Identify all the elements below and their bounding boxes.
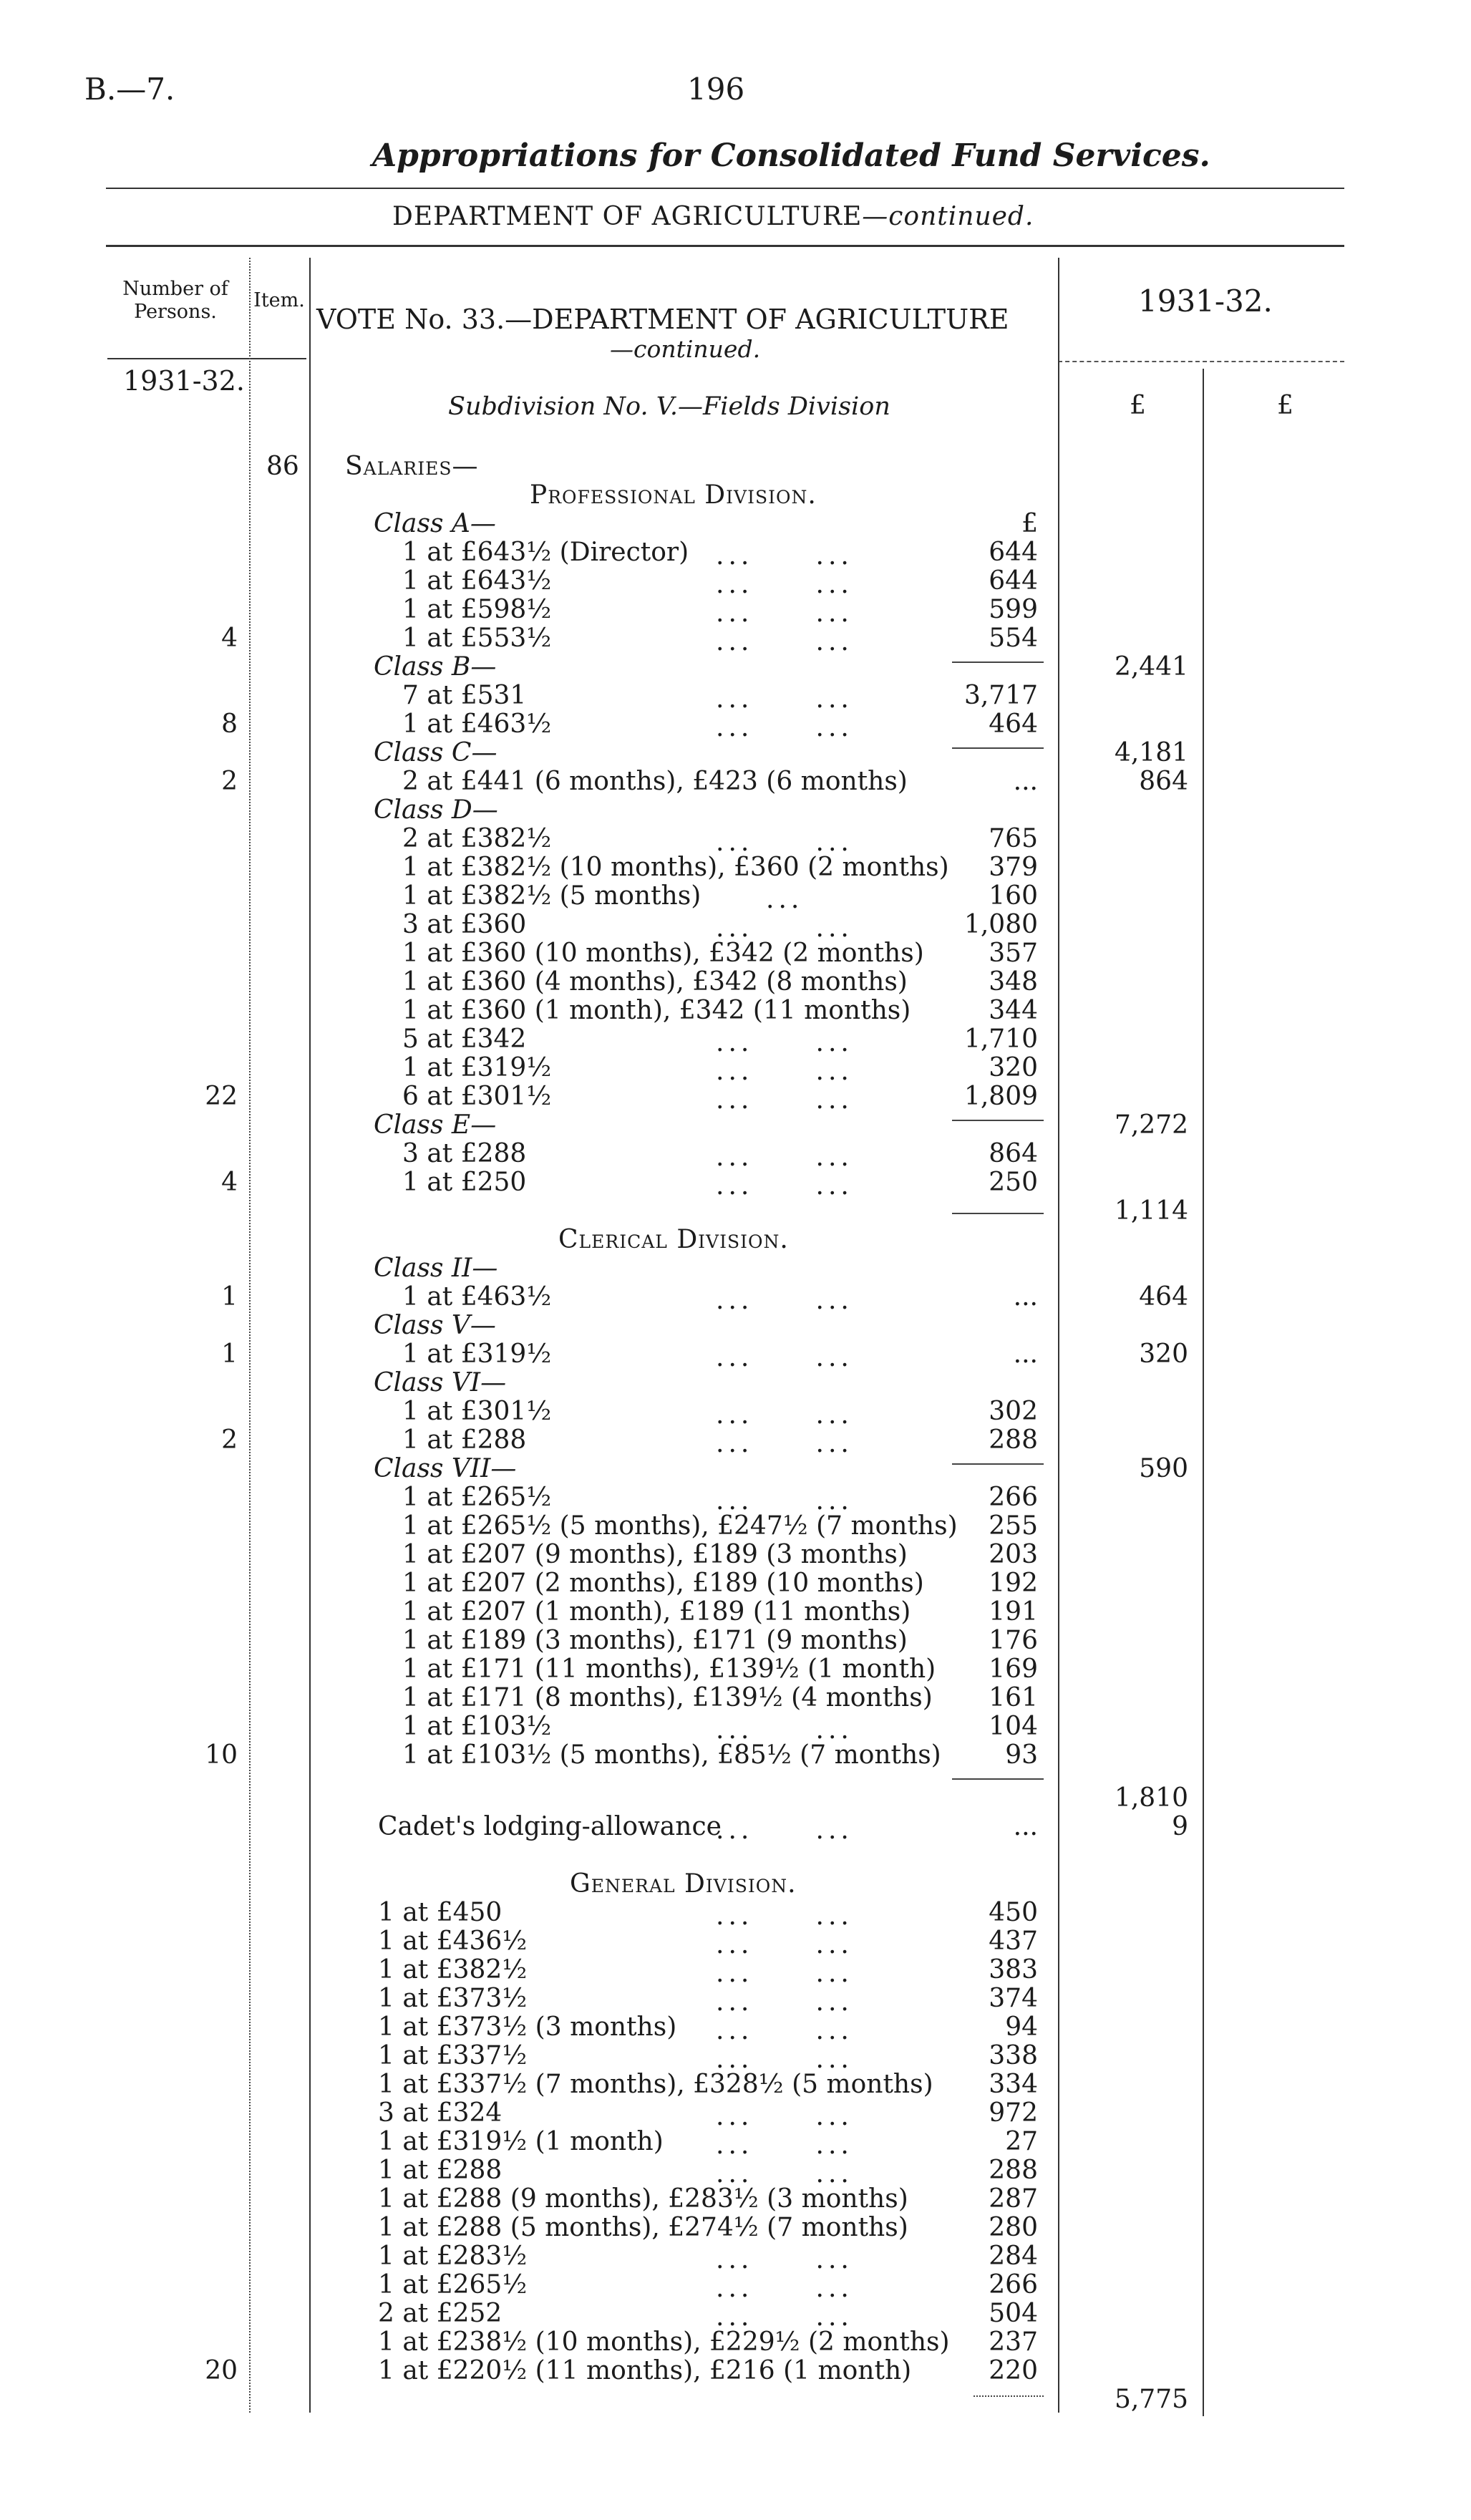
- clerical-division-heading: Clerical Division.: [558, 1225, 789, 1254]
- line-desc: 1 at £337½: [378, 2041, 528, 2070]
- line-amount: 176: [989, 1626, 1038, 1655]
- line-desc: 1 at £598½: [402, 595, 552, 624]
- leader-dots: ... ...: [716, 1143, 853, 1172]
- line-desc: 1 at £220½ (11 months), £216 (1 month): [378, 2356, 912, 2385]
- line-amount: ...: [1013, 1282, 1038, 1312]
- line-desc: 1 at £250: [402, 1168, 527, 1197]
- line-desc: 1 at £288: [378, 2156, 503, 2185]
- class-total: 4,181: [1114, 738, 1188, 767]
- line-amount: 765: [989, 824, 1038, 853]
- line-amount: 220: [989, 2356, 1038, 2385]
- line-desc: 1 at £382½: [378, 1955, 528, 1984]
- class-e-label: Class E—: [374, 1110, 497, 1140]
- line-amount: 161: [989, 1683, 1038, 1712]
- class-total: 320: [1139, 1339, 1188, 1369]
- line-desc: 1 at £553½: [402, 624, 552, 653]
- page-title: Appropriations for Consolidated Fund Services.: [372, 137, 1210, 174]
- page-number: 196: [687, 72, 745, 107]
- subtotal-rule: [952, 662, 1044, 663]
- line-amount: 302: [989, 1397, 1038, 1426]
- leader-dots: ... ...: [716, 1930, 853, 1959]
- leader-dots: ... ...: [716, 1028, 853, 1057]
- line-amount: 344: [989, 996, 1038, 1025]
- subtotal-rule: [952, 1120, 1044, 1121]
- general-division-heading: General Division.: [570, 1869, 797, 1899]
- line-desc: 1 at £436½: [378, 1927, 528, 1956]
- line-desc: 1 at £171 (8 months), £139½ (4 months): [402, 1683, 933, 1712]
- line-desc: 1 at £463½: [402, 709, 552, 739]
- subtotal-rule: [952, 1778, 1044, 1780]
- salaries-heading: Salaries—: [345, 452, 479, 481]
- line-amount: 255: [989, 1511, 1038, 1541]
- line-amount: 554: [989, 624, 1038, 653]
- line-amount: 288: [989, 1425, 1038, 1455]
- leader-dots: ... ...: [716, 684, 853, 714]
- year-persons: 1931-32.: [123, 365, 245, 397]
- line-desc: 1 at £288 (9 months), £283½ (3 months): [378, 2184, 908, 2214]
- line-amount: 192: [989, 1569, 1038, 1598]
- line-desc: 1 at £643½: [402, 566, 552, 596]
- leader-dots: ... ...: [716, 1085, 853, 1115]
- total-divider: [1203, 369, 1204, 2416]
- line-desc: 1 at £319½ (1 month): [378, 2127, 664, 2156]
- line-amount: 250: [989, 1168, 1038, 1197]
- persons-count: 4: [221, 1168, 238, 1197]
- class-total: 590: [1139, 1454, 1188, 1483]
- line-amount: 464: [989, 709, 1038, 739]
- subtotal-rule: [952, 1213, 1044, 1214]
- department-heading: DEPARTMENT OF AGRICULTURE—continued.: [392, 202, 1034, 231]
- line-amount: 3,717: [963, 681, 1038, 710]
- page-ref: B.—7.: [84, 72, 175, 107]
- line-desc: 1 at £373½ (3 months): [378, 2012, 677, 2042]
- line-desc: 1 at £288: [402, 1425, 527, 1455]
- class-ii-label: Class II—: [374, 1254, 498, 1283]
- line-amount: 27: [1005, 2127, 1038, 2156]
- line-amount: 437: [989, 1927, 1038, 1956]
- persons-count: 1: [221, 1282, 238, 1312]
- professional-division-heading: Professional Division.: [530, 480, 817, 510]
- line-amount: 374: [989, 1984, 1038, 2013]
- line-amount: 864: [989, 1139, 1038, 1168]
- line-desc: 1 at £373½: [378, 1984, 528, 2013]
- persons-count: 8: [221, 709, 238, 739]
- persons-count: 1: [221, 1339, 238, 1369]
- line-amount: 266: [989, 2270, 1038, 2300]
- persons-item-divider: [249, 258, 251, 2413]
- line-amount: 280: [989, 2213, 1038, 2242]
- line-amount: 93: [1005, 1740, 1038, 1770]
- line-desc: 3 at £324: [378, 2098, 503, 2128]
- class-v-label: Class V—: [374, 1311, 496, 1340]
- line-amount: 1,080: [963, 910, 1038, 939]
- line-amount: 284: [989, 2242, 1038, 2271]
- title-rule: [106, 188, 1344, 189]
- line-amount: 338: [989, 2041, 1038, 2070]
- line-amount: ...: [1013, 1339, 1038, 1369]
- line-desc: 1 at £265½ (5 months), £247½ (7 months): [402, 1511, 958, 1541]
- line-amount: 320: [989, 1053, 1038, 1082]
- number-of-persons-header: Number of Persons.: [122, 278, 228, 323]
- line-amount: ...: [1013, 1812, 1038, 1841]
- leader-dots: ... ...: [716, 713, 853, 742]
- line-amount: 644: [989, 538, 1038, 567]
- line-desc: 1 at £207 (9 months), £189 (3 months): [402, 1540, 908, 1569]
- leader-dots: ... ...: [716, 914, 853, 943]
- class-total: 1,810: [1114, 1783, 1188, 1813]
- line-desc: 1 at £319½: [402, 1339, 552, 1369]
- year-header-rule: [1058, 361, 1344, 362]
- leader-dots: ... ...: [716, 2102, 853, 2131]
- line-desc: 1 at £382½ (5 months): [402, 881, 701, 911]
- pound-col-2: £: [1277, 391, 1293, 420]
- line-amount: 191: [989, 1597, 1038, 1627]
- line-amount: 266: [989, 1483, 1038, 1512]
- line-amount: 287: [989, 2184, 1038, 2214]
- class-total: 7,272: [1114, 1110, 1188, 1140]
- leader-dots: ... ...: [716, 1400, 853, 1430]
- line-desc: 1 at £337½ (7 months), £328½ (5 months): [378, 2070, 933, 2099]
- line-desc: 1 at £265½: [402, 1483, 552, 1512]
- class-a-label: Class A—: [374, 509, 496, 538]
- line-amount: 644: [989, 566, 1038, 596]
- leader-dots: ... ...: [716, 1715, 853, 1745]
- line-amount: 94: [1005, 2012, 1038, 2042]
- line-desc: 1 at £382½ (10 months), £360 (2 months): [402, 853, 949, 882]
- line-amount: 357: [989, 939, 1038, 968]
- line-amount: 237: [989, 2327, 1038, 2357]
- leader-dots: ... ...: [716, 1486, 853, 1516]
- line-desc: 1 at £288 (5 months), £274½ (7 months): [378, 2213, 908, 2242]
- class-total: 2,441: [1114, 652, 1188, 682]
- subtotal-rule: [974, 2395, 1044, 2397]
- persons-count: 22: [205, 1082, 238, 1111]
- line-desc: 1 at £265½: [378, 2270, 528, 2300]
- persons-count: 2: [221, 767, 238, 796]
- line-desc: 1 at £207 (1 month), £189 (11 months): [402, 1597, 911, 1627]
- persons-count: 4: [221, 624, 238, 653]
- leader-dots: ... ...: [716, 570, 853, 599]
- line-desc: 1 at £463½: [402, 1282, 552, 1312]
- class-total: 1,114: [1114, 1196, 1188, 1226]
- vote-continued: —continued.: [610, 335, 761, 363]
- leader-dots: ... ...: [716, 2302, 853, 2332]
- leader-dots: ... ...: [716, 1987, 853, 2017]
- leader-dots: ... ...: [716, 2159, 853, 2189]
- desc-total-divider: [1058, 258, 1059, 2413]
- leader-dots: ... ...: [716, 598, 853, 628]
- item-header: Item.: [253, 289, 305, 311]
- leader-dots: ... ...: [716, 2045, 853, 2074]
- subtotal-rule: [952, 1463, 1044, 1465]
- class-total: 864: [1139, 767, 1188, 796]
- class-total: 9: [1172, 1812, 1188, 1841]
- leader-dots: ... ...: [716, 2245, 853, 2274]
- heading-rule: [106, 245, 1344, 247]
- line-desc: 3 at £288: [402, 1139, 527, 1168]
- line-desc: 1 at £360 (10 months), £342 (2 months): [402, 939, 924, 968]
- line-desc: 1 at £450: [378, 1898, 503, 1927]
- line-amount: 599: [989, 595, 1038, 624]
- item-desc-divider: [309, 258, 311, 2413]
- leader-dots: ... ...: [716, 1286, 853, 1315]
- line-desc: 5 at £342: [402, 1024, 527, 1054]
- line-amount: 1,809: [963, 1082, 1038, 1111]
- line-amount: 160: [989, 881, 1038, 911]
- class-vi-label: Class VI—: [374, 1368, 507, 1397]
- line-desc: 1 at £360 (4 months), £342 (8 months): [402, 967, 908, 997]
- leader-dots: ... ...: [716, 627, 853, 656]
- pound-unit: £: [1021, 509, 1038, 538]
- persons-count: 2: [221, 1425, 238, 1455]
- leader-dots: ... ...: [716, 1816, 853, 1845]
- line-amount: 104: [989, 1712, 1038, 1741]
- leader-dots: ... ...: [716, 1171, 853, 1201]
- year-header: 1931-32.: [1138, 284, 1273, 319]
- line-desc: 1 at £319½: [402, 1053, 552, 1082]
- line-amount: 383: [989, 1955, 1038, 1984]
- line-desc: 1 at £171 (11 months), £139½ (1 month): [402, 1654, 936, 1684]
- line-desc: 1 at £643½ (Director): [402, 538, 689, 567]
- class-vii-label: Class VII—: [374, 1454, 517, 1483]
- line-amount: 288: [989, 2156, 1038, 2185]
- line-amount: 169: [989, 1654, 1038, 1684]
- class-d-label: Class D—: [374, 795, 498, 825]
- line-amount: 379: [989, 853, 1038, 882]
- leader-dots: ... ...: [716, 2016, 853, 2045]
- line-amount: 972: [989, 2098, 1038, 2128]
- line-desc: 1 at £283½: [378, 2242, 528, 2271]
- line-amount: 450: [989, 1898, 1038, 1927]
- subdivision-heading: Subdivision No. V.—Fields Division: [448, 392, 890, 421]
- leader-dots: ... ...: [716, 541, 853, 571]
- line-amount: 1,710: [963, 1024, 1038, 1054]
- persons-count: 20: [205, 2356, 238, 2385]
- line-desc: 1 at £189 (3 months), £171 (9 months): [402, 1626, 908, 1655]
- line-desc: 1 at £103½ (5 months), £85½ (7 months): [402, 1740, 941, 1770]
- leader-dots: ... ...: [716, 1057, 853, 1086]
- line-desc: 6 at £301½: [402, 1082, 552, 1111]
- class-total: 5,775: [1114, 2385, 1188, 2414]
- line-amount: 334: [989, 2070, 1038, 2099]
- cadet-allowance-desc: Cadet's lodging-allowance: [378, 1812, 722, 1841]
- leader-dots: ... ...: [716, 1343, 853, 1372]
- vote-title: VOTE No. 33.—DEPARTMENT OF AGRICULTURE: [316, 304, 1009, 335]
- subtotal-rule: [952, 747, 1044, 749]
- class-b-label: Class B—: [374, 652, 497, 682]
- item-number: 86: [266, 452, 299, 481]
- leader-dots: ... ...: [716, 1959, 853, 1988]
- line-desc: 7 at £531: [402, 681, 527, 710]
- line-desc: 1 at £103½: [402, 1712, 552, 1741]
- line-amount: 203: [989, 1540, 1038, 1569]
- persons-header-rule: [107, 358, 306, 359]
- class-total: 464: [1139, 1282, 1188, 1312]
- pound-col-1: £: [1130, 391, 1146, 420]
- line-desc: 1 at £301½: [402, 1397, 552, 1426]
- line-desc: 2 at £252: [378, 2299, 503, 2328]
- persons-count: 10: [205, 1740, 238, 1770]
- line-amount: 348: [989, 967, 1038, 997]
- leader-dots: ... ...: [716, 1429, 853, 1458]
- line-desc: 1 at £207 (2 months), £189 (10 months): [402, 1569, 924, 1598]
- line-desc: 1 at £238½ (10 months), £229½ (2 months): [378, 2327, 950, 2357]
- line-amount: ...: [1013, 767, 1038, 796]
- leader-dots: ... ...: [716, 2274, 853, 2303]
- leader-dots: ... ...: [716, 1901, 853, 1931]
- line-desc: 2 at £382½: [402, 824, 552, 853]
- line-desc: 2 at £441 (6 months), £423 (6 months): [402, 767, 908, 796]
- line-amount: 504: [989, 2299, 1038, 2328]
- leader-dots: ... ...: [716, 2131, 853, 2160]
- leader-dots: ...: [766, 885, 804, 914]
- line-desc: 3 at £360: [402, 910, 527, 939]
- class-c-label: Class C—: [374, 738, 497, 767]
- line-desc: 1 at £360 (1 month), £342 (11 months): [402, 996, 911, 1025]
- leader-dots: ... ...: [716, 828, 853, 857]
